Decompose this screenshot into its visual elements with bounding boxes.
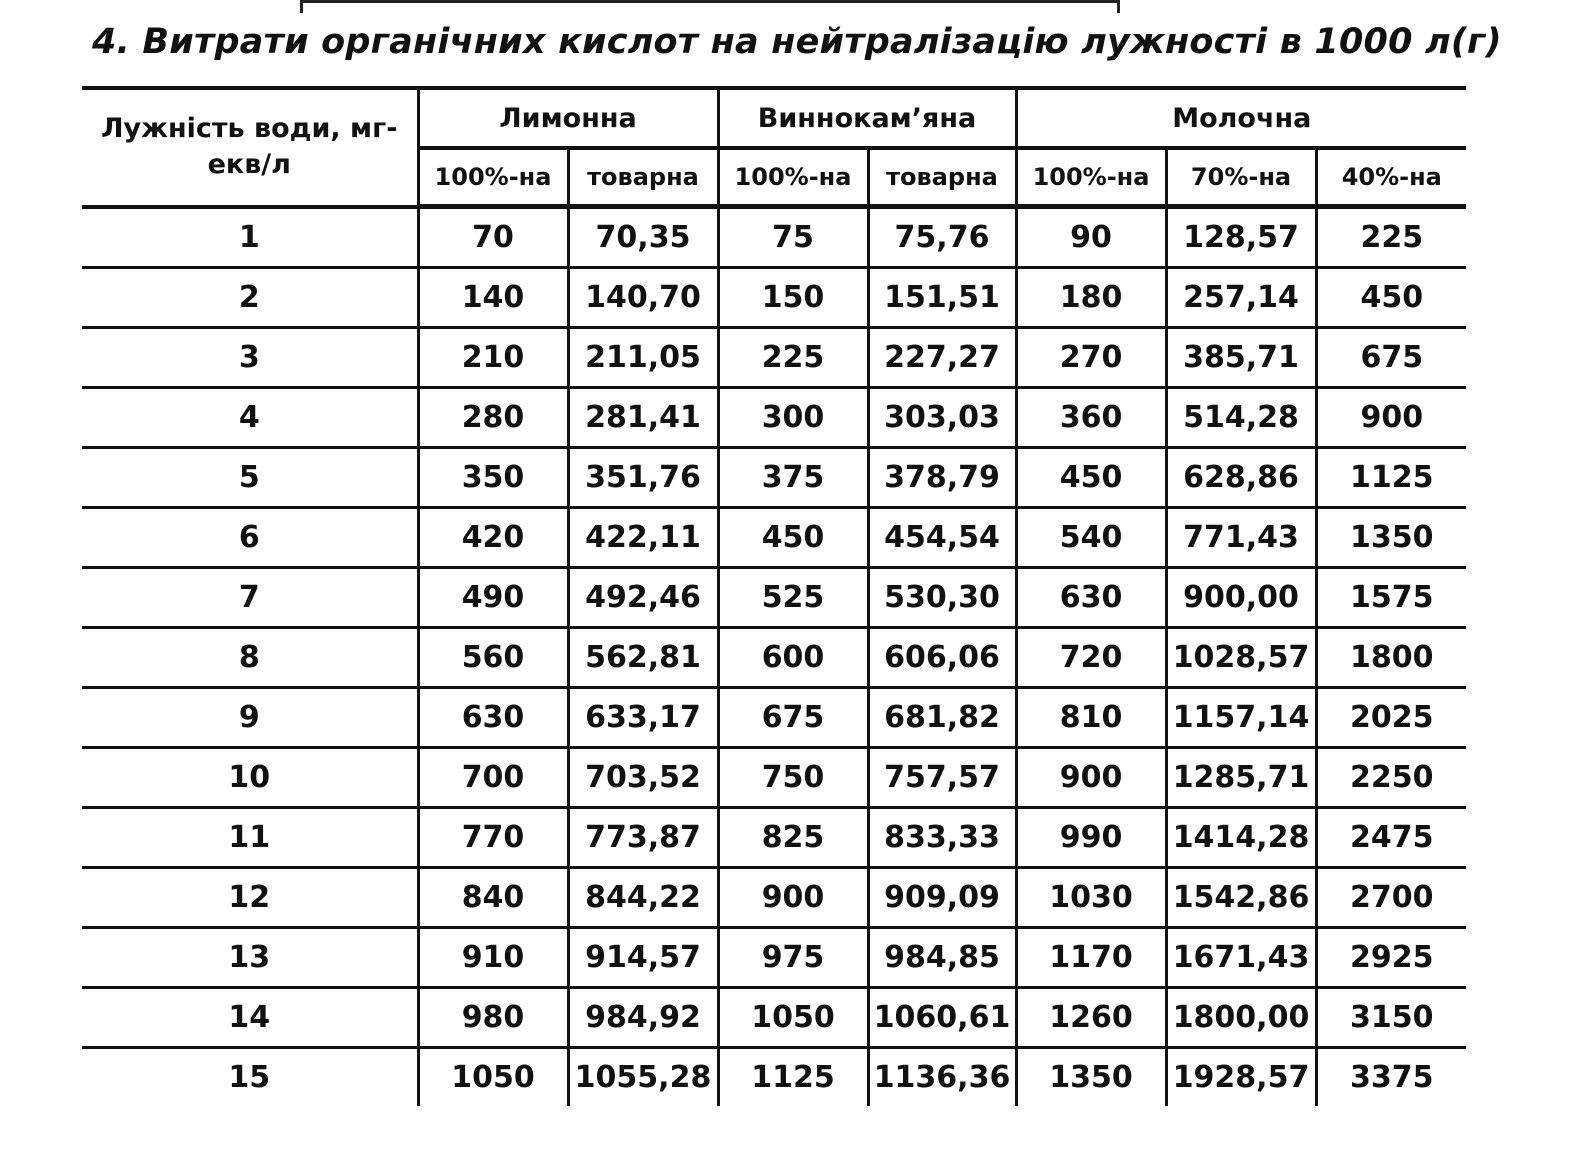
cell-citric-100: 630 xyxy=(418,688,568,748)
cell-lactic-40: 1575 xyxy=(1316,568,1466,628)
cell-citric-100: 910 xyxy=(418,928,568,988)
cell-alkalinity: 9 xyxy=(82,688,418,748)
cell-alkalinity: 5 xyxy=(82,448,418,508)
cell-tartaric-commercial: 454,54 xyxy=(868,508,1016,568)
subheader-lactic-70: 70%-на xyxy=(1166,148,1316,207)
cell-tartaric-commercial: 378,79 xyxy=(868,448,1016,508)
cell-lactic-100: 1030 xyxy=(1016,868,1166,928)
subheader-citric-100: 100%-на xyxy=(418,148,568,207)
table-row xyxy=(82,628,1466,688)
cell-alkalinity: 15 xyxy=(228,1060,271,1095)
subheader-tartaric-100: 100%-на xyxy=(718,148,868,207)
cell-tartaric-commercial: 1060,61 xyxy=(868,988,1016,1048)
cell-tartaric-100: 825 xyxy=(718,808,868,868)
cell-lactic-40: 2925 xyxy=(1316,928,1466,988)
cell-citric-commercial: 703,52 xyxy=(568,748,718,808)
group-header-row xyxy=(82,88,1466,148)
cell-lactic-70: 1542,86 xyxy=(1166,868,1316,928)
cell-tartaric-100: 675 xyxy=(718,688,868,748)
table-row xyxy=(82,207,1466,268)
cell-citric-commercial: 70,35 xyxy=(568,207,718,268)
cell-citric-100: 420 xyxy=(418,508,568,568)
cell-lactic-70: 385,71 xyxy=(1166,328,1316,388)
cell-citric-100: 140 xyxy=(418,268,568,328)
cell-citric-commercial: 914,57 xyxy=(568,928,718,988)
cell-lactic-40: 900 xyxy=(1316,388,1466,448)
cell-lactic-70: 628,86 xyxy=(1166,448,1316,508)
water-alkalinity-header: Лужність води, мг-екв/л xyxy=(82,88,418,207)
cell-tartaric-100: 600 xyxy=(718,628,868,688)
table-body xyxy=(82,207,1466,1107)
cell-citric-100: 840 xyxy=(418,868,568,928)
cell-lactic-40: 1350 xyxy=(1316,508,1466,568)
cell-tartaric-100: 975 xyxy=(718,928,868,988)
cell-tartaric-commercial: 681,82 xyxy=(868,688,1016,748)
cell-lactic-70: 1671,43 xyxy=(1166,928,1316,988)
table-row xyxy=(82,808,1466,868)
cell-citric-commercial: 211,05 xyxy=(568,328,718,388)
table-row xyxy=(82,508,1466,568)
cell-citric-100: 980 xyxy=(418,988,568,1048)
table-row xyxy=(82,268,1466,328)
cell-lactic-40: 2475 xyxy=(1316,808,1466,868)
top-border-tick-left xyxy=(300,3,303,13)
cell-tartaric-100: 1125 xyxy=(718,1048,868,1107)
cell-lactic-70: 257,14 xyxy=(1166,268,1316,328)
cell-alkalinity: 1 xyxy=(82,207,418,268)
cell-lactic-70: 1285,71 xyxy=(1166,748,1316,808)
table-row xyxy=(82,448,1466,508)
cell-tartaric-commercial: 227,27 xyxy=(868,328,1016,388)
cell-citric-100: 280 xyxy=(418,388,568,448)
cell-citric-commercial: 351,76 xyxy=(568,448,718,508)
cell-citric-100: 70 xyxy=(418,207,568,268)
cell-lactic-100: 360 xyxy=(1016,388,1166,448)
subheader-citric-commercial: товарна xyxy=(568,148,718,207)
cell-alkalinity: 12 xyxy=(82,868,418,928)
cell-lactic-100: 1260 xyxy=(1016,988,1166,1048)
cell-tartaric-commercial: 303,03 xyxy=(868,388,1016,448)
table-title: 4. Витрати органічних кислот на нейтралізацію лужності в 1000 л(г) xyxy=(92,22,1502,62)
acid-consumption-table xyxy=(82,86,1466,1106)
cell-alkalinity: 6 xyxy=(82,508,418,568)
cell-alkalinity: 14 xyxy=(82,988,418,1048)
cell-lactic-100: 810 xyxy=(1016,688,1166,748)
cell-alkalinity: 10 xyxy=(82,748,418,808)
cell-tartaric-commercial: 530,30 xyxy=(868,568,1016,628)
table-row xyxy=(82,688,1466,748)
cell-tartaric-100: 750 xyxy=(718,748,868,808)
cell-tartaric-commercial: 151,51 xyxy=(868,268,1016,328)
cell-lactic-70: 1028,57 xyxy=(1166,628,1316,688)
cell-citric-100: 1050 xyxy=(418,1048,568,1107)
cell-lactic-70: 1800,00 xyxy=(1166,988,1316,1048)
cell-lactic-70: 1157,14 xyxy=(1166,688,1316,748)
cell-lactic-100: 1170 xyxy=(1016,928,1166,988)
cell-tartaric-commercial: 757,57 xyxy=(868,748,1016,808)
cell-tartaric-commercial: 833,33 xyxy=(868,808,1016,868)
cell-citric-commercial: 844,22 xyxy=(568,868,718,928)
table-row xyxy=(82,1048,1466,1107)
cell-lactic-70: 900,00 xyxy=(1166,568,1316,628)
cell-tartaric-100: 150 xyxy=(718,268,868,328)
cell-citric-commercial: 1055,28 xyxy=(568,1048,718,1107)
cell-lactic-70: 514,28 xyxy=(1166,388,1316,448)
cell-lactic-100: 540 xyxy=(1016,508,1166,568)
cell-lactic-70: 1414,28 xyxy=(1166,808,1316,868)
group-header-tartaric: Виннокам’яна xyxy=(718,88,1016,148)
cell-tartaric-commercial: 606,06 xyxy=(868,628,1016,688)
cell-citric-commercial: 140,70 xyxy=(568,268,718,328)
cell-tartaric-commercial: 75,76 xyxy=(868,207,1016,268)
cell-lactic-40: 2250 xyxy=(1316,748,1466,808)
table-row xyxy=(82,868,1466,928)
cell-citric-commercial: 633,17 xyxy=(568,688,718,748)
cell-lactic-70: 1928,57 xyxy=(1166,1048,1316,1107)
cell-tartaric-100: 375 xyxy=(718,448,868,508)
cell-lactic-40: 1125 xyxy=(1316,448,1466,508)
cell-lactic-100: 630 xyxy=(1016,568,1166,628)
cell-tartaric-100: 525 xyxy=(718,568,868,628)
cell-lactic-40: 450 xyxy=(1316,268,1466,328)
cell-alkalinity: 2 xyxy=(82,268,418,328)
top-border-fragment xyxy=(300,0,1120,13)
cell-citric-commercial: 492,46 xyxy=(568,568,718,628)
table-row xyxy=(82,988,1466,1048)
cell-tartaric-100: 450 xyxy=(718,508,868,568)
cell-citric-100: 770 xyxy=(418,808,568,868)
cell-alkalinity: 3 xyxy=(82,328,418,388)
cell-citric-100: 490 xyxy=(418,568,568,628)
table-row xyxy=(82,388,1466,448)
cell-lactic-40: 675 xyxy=(1316,328,1466,388)
cell-lactic-40: 3375 xyxy=(1316,1048,1466,1107)
cell-lactic-40: 2700 xyxy=(1316,868,1466,928)
cell-alkalinity: 11 xyxy=(82,808,418,868)
cell-alkalinity: 8 xyxy=(82,628,418,688)
cell-lactic-100: 270 xyxy=(1016,328,1166,388)
cell-lactic-100: 180 xyxy=(1016,268,1166,328)
table-row xyxy=(82,748,1466,808)
cell-citric-100: 700 xyxy=(418,748,568,808)
cell-lactic-70: 771,43 xyxy=(1166,508,1316,568)
cell-citric-commercial: 773,87 xyxy=(568,808,718,868)
top-border-tick-right xyxy=(1117,3,1120,13)
cell-lactic-100: 900 xyxy=(1016,748,1166,808)
subheader-tartaric-commercial: товарна xyxy=(868,148,1016,207)
table-row xyxy=(82,328,1466,388)
cell-lactic-40: 1800 xyxy=(1316,628,1466,688)
cell-citric-100: 210 xyxy=(418,328,568,388)
cell-citric-commercial: 281,41 xyxy=(568,388,718,448)
cell-citric-100: 350 xyxy=(418,448,568,508)
cell-tartaric-100: 300 xyxy=(718,388,868,448)
table-row xyxy=(82,568,1466,628)
cell-tartaric-commercial: 984,85 xyxy=(868,928,1016,988)
group-header-lactic: Молочна xyxy=(1016,88,1466,148)
cell-citric-commercial: 422,11 xyxy=(568,508,718,568)
cell-tartaric-100: 75 xyxy=(718,207,868,268)
subheader-lactic-100: 100%-на xyxy=(1016,148,1166,207)
cell-lactic-100: 450 xyxy=(1016,448,1166,508)
subheader-lactic-40: 40%-на xyxy=(1316,148,1466,207)
cell-lactic-100: 90 xyxy=(1016,207,1166,268)
cell-citric-commercial: 984,92 xyxy=(568,988,718,1048)
cell-lactic-100: 990 xyxy=(1016,808,1166,868)
cell-tartaric-100: 1050 xyxy=(718,988,868,1048)
cell-lactic-100: 720 xyxy=(1016,628,1166,688)
cell-lactic-40: 3150 xyxy=(1316,988,1466,1048)
cell-alkalinity: 13 xyxy=(82,928,418,988)
cell-alkalinity: 7 xyxy=(82,568,418,628)
cell-alkalinity: 4 xyxy=(82,388,418,448)
table-row xyxy=(82,928,1466,988)
cell-lactic-40: 225 xyxy=(1316,207,1466,268)
cell-citric-commercial: 562,81 xyxy=(568,628,718,688)
group-header-citric: Лимонна xyxy=(418,88,718,148)
cell-citric-100: 560 xyxy=(418,628,568,688)
cell-tartaric-100: 900 xyxy=(718,868,868,928)
cell-tartaric-100: 225 xyxy=(718,328,868,388)
cell-lactic-70: 128,57 xyxy=(1166,207,1316,268)
cell-lactic-100: 1350 xyxy=(1016,1048,1166,1107)
cell-tartaric-commercial: 909,09 xyxy=(868,868,1016,928)
cell-tartaric-commercial: 1136,36 xyxy=(868,1048,1016,1107)
cell-lactic-40: 2025 xyxy=(1316,688,1466,748)
